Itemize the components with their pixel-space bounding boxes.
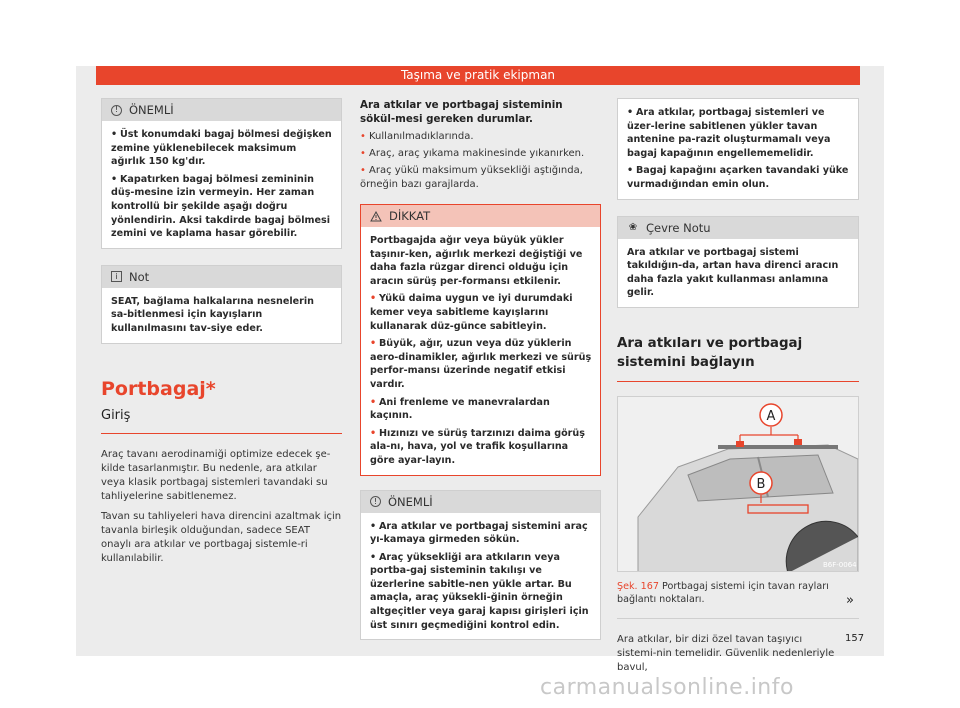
environment-box-header [618,217,858,239]
paragraph: Tavan su tahliyeleri hava direncini azaltmak için tavanla birleşik olduğundan, sadece SEAT onaylı ara atkılar ve portbagaj sistemle-ri kullanılabilir. [101,510,342,564]
list-item: • Ani frenleme ve manevralardan kaçının. [370,396,550,422]
note-box-title: Not [129,269,150,284]
subsection-title: Giriş [101,408,342,434]
label-b: B [756,476,766,492]
important-box [101,98,342,249]
note-box [101,265,342,344]
important-box-2-header [361,491,600,513]
list-item: • Araç yükü maksimum yüksekliği aştığında, örneğin bazı garajlarda. [360,165,583,190]
environment-box-body [618,239,858,307]
info-circle-icon: ! [370,496,381,507]
environment-box [617,216,859,308]
list-item: • Üst konumdaki bagaj bölmesi değişken zemine yüklenebilecek maksimum ağırlık 150 kg'dır. [111,129,332,168]
paragraph: Araç tavanı aerodinamiği optimize edecek şe-kilde tasarlanmıştır. Bu nedenle, ara atkılar veya klasik portbagaj sistemleri tavandaki su tahliyelerine sabitlenemez. [101,448,331,502]
important-box-2-title: ÖNEMLİ [388,494,433,509]
warning-intro: Portbagajda ağır veya büyük yükler taşınır-ken, ağırlık merkezi değiştiği ve daha fazla rüzgar direnci olduğu için aracın sürüş per-formansı etkilenir. [370,235,583,287]
important-box-body [102,121,341,248]
list-item: • Ara atkılar ve portbagaj sistemini araç yı-kamaya girmeden sökün. [370,520,588,546]
environment-text: Ara atkılar ve portbagaj sistemi takıldığın-da, artan hava direnci aracın daha fazla yakıt kullanması anlamına gelir. [627,246,839,299]
list-item: • Bagaj kapağını açarken tavandaki yüke vurmadığından emin olun. [627,165,849,190]
intro-text [101,448,342,566]
environment-box-title: Çevre Notu [646,220,711,235]
section-title-2: Ara atkıları ve portbagaj sistemini bağlayın [617,334,859,382]
list-item: • Ara atkılar, portbagaj sistemleri ve üzer-lerine sabitlenen yükler tavan antenine pa-razit oluşturmamalı veya bagaj kapağının engellememelidir. [627,107,831,159]
continued-box [617,98,859,200]
list-item: • Kullanılmadıklarında. [360,131,474,142]
body-text [617,633,839,675]
list-item: • Hızınızı ve sürüş tarzınızı daima görüş ala-nı, hava, yol ve trafik koşullarına göre ayar-layın. [370,427,585,466]
page-number: 157 [845,633,865,644]
leaf-icon: ❀ [628,221,638,233]
important-box-title: ÖNEMLİ [129,103,174,117]
caption-text: Portbagaj sistemi için tavan rayları bağlantı noktaları. [617,580,829,605]
chevron-right-icon: » [846,593,854,608]
warning-box-body [361,227,600,475]
column-2 [360,98,601,640]
warning-box [360,204,601,476]
continued-box-body [618,99,858,199]
list-item: • Yükü daima uygun ve iyi durumdaki kemer veya sabitleme kayışlarını kullanarak düz-günce sabitleyin. [370,293,573,332]
figure-caption [617,580,859,619]
paragraph: Ara atkılar, bir dizi özel tavan taşıyıcı sistemi-nin temelidir. Güvenlik nedenleriyle bavul, [617,633,835,673]
figure-code: B6F-0064 [823,560,857,569]
car-roof-figure [617,396,859,572]
list-item: • Kapatırken bagaj bölmesi zemininin düş-mesine izin vermeyin. Her zaman kontrollü bir şekilde aşağı doğru yönlendirin. Aksi takdirde bagaj bölmesi zemini ve kaplama hasar görebilir. [111,173,331,240]
caption-label: Şek. 167 [617,580,659,592]
warning-box-header [361,205,600,227]
important-box-2 [360,490,601,641]
car-illustration [618,397,858,572]
list-item: • Araç yüksekliği ara atkıların veya portba-gaj sisteminin takılışı ve üzerlerine sabitle-nen yükle artar. Bu amaçla, araç yüksekli-ğinin örneğin altgeçitler veya garaj kapısı girişleri için üst sınırı geçmediğini kontrol edin. [370,551,589,631]
note-box-header [102,266,341,288]
note-icon: i [111,271,122,282]
note-text: SEAT, bağlama halkalarına nesnelerin sa-bitlenmesi için kayışların kullanılmasını tav-siye eder. [111,295,314,334]
important-box-2-body [361,513,600,640]
section-title: Portbagaj* [101,377,216,400]
info-circle-icon: ! [111,105,122,116]
chapter-header: Taşıma ve pratik ekipman [96,66,860,85]
watermark: carmanualsonline.info [540,675,794,700]
removal-heading: Ara atkılar ve portbagaj sisteminin sökül-mesi gereken durumlar. [360,99,563,125]
warning-triangle-icon [370,210,382,222]
important-box-header [102,99,341,121]
column-1 [101,98,342,572]
list-item: • Büyük, ağır, uzun veya düz yüklerin aero-dinamikler, ağırlık merkezi ve sürüş perfor-mansı üzerinde negatif etkisi vardır. [370,338,592,390]
warning-box-title: DİKKAT [389,209,431,223]
column-3 [617,98,859,681]
note-box-body [102,288,341,343]
list-item: • Araç, araç yıkama makinesinde yıkanırken. [360,148,585,159]
label-a: A [766,408,776,424]
